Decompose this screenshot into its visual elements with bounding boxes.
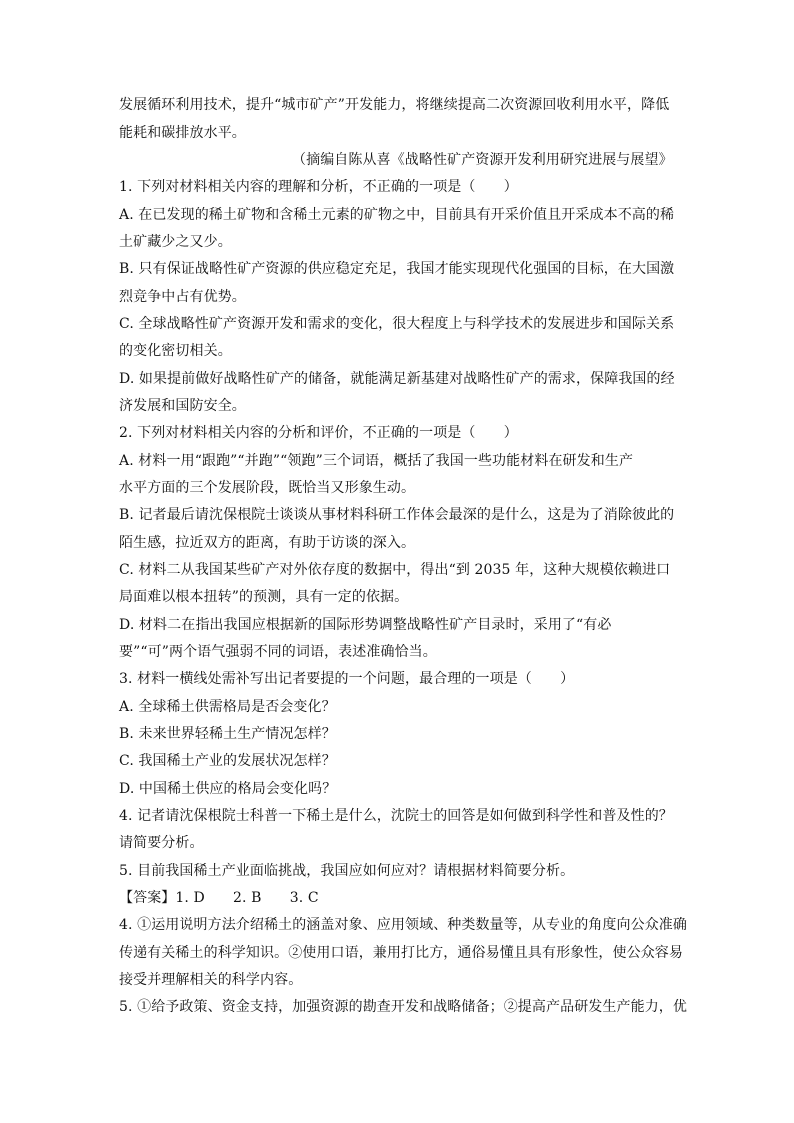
- option-line: A. 全球稀土供需格局是否会变化？: [119, 699, 336, 715]
- option-line: A. 材料一用“跟跑”“并跑”“领跑”三个词语，概括了我国一些功能材料在研发和生产: [119, 453, 634, 469]
- option-line: 要”“可”两个语气强弱不同的词语，表述准确恰当。: [119, 644, 437, 660]
- question-3: 3. 材料一横线处需补写出记者要提的一个问题，最合理的一项是（ ）: [119, 671, 575, 687]
- option-line: 烈竞争中占有优势。: [119, 289, 246, 305]
- answer-4: 传递有关稀土的科学知识。②使用口语，兼用打比方，通俗易懂且具有形象性，使公众容易: [119, 945, 683, 961]
- option-line: 陌生感，拉近双方的距离，有助于访谈的深入。: [119, 535, 416, 551]
- question-1: 1. 下列对材料相关内容的理解和分析，不正确的一项是（ ）: [119, 179, 518, 195]
- option-line: B. 记者最后请沈保根院士谈谈从事材料科研工作体会最深的是什么，这是为了消除彼此的: [119, 507, 675, 523]
- option-line: D. 材料二在指出我国应根据新的国际形势调整战略性矿产目录时，采用了“有必: [119, 617, 612, 633]
- option-line: B. 未来世界轻稀土生产情况怎样？: [119, 726, 336, 742]
- question-4: 4. 记者请沈保根院士科普一下稀土是什么，沈院士的回答是如何做到科学性和普及性的？: [119, 808, 673, 824]
- answer-key: 【答案】1. D 2. B 3. C: [119, 890, 319, 906]
- option-line: 局面难以根本扭转”的预测，具有一定的依据。: [119, 589, 409, 605]
- paragraph-line: 能耗和碳排放水平。: [119, 125, 246, 141]
- option-line: C. 材料二从我国某些矿产对外依存度的数据中，得出“到 2035 年，这种大规模依赖进口: [119, 562, 671, 578]
- option-line: 济发展和国防安全。: [119, 398, 246, 414]
- option-line: B. 只有保证战略性矿产资源的供应稳定充足，我国才能实现现代化强国的目标，在大国激: [119, 261, 675, 277]
- answer-4: 接受并理解相关的科学内容。: [119, 972, 303, 988]
- option-line: 水平方面的三个发展阶段，既恰当又形象生动。: [119, 480, 416, 496]
- question-2: 2. 下列对材料相关内容的分析和评价，不正确的一项是（ ）: [119, 425, 518, 441]
- option-line: 土矿藏少之又少。: [119, 234, 232, 250]
- paragraph-line: 发展循环利用技术，提升“城市矿产”开发能力，将继续提高二次资源回收利用水平，降低: [119, 97, 670, 113]
- answer-5: 5. ①给予政策、资金支持，加强资源的勘查开发和战略储备；②提高产品研发生产能力，优: [119, 999, 688, 1015]
- question-4: 请简要分析。: [119, 835, 204, 851]
- option-line: C. 全球战略性矿产资源开发和需求的变化，很大程度上与科学技术的发展进步和国际关系: [119, 316, 675, 332]
- answer-4: 4. ①运用说明方法介绍稀土的涵盖对象、应用领域、种类数量等，从专业的角度向公众准确: [119, 917, 688, 933]
- option-line: D. 中国稀土供应的格局会变化吗？: [119, 781, 337, 797]
- option-line: C. 我国稀土产业的发展状况怎样？: [119, 753, 336, 769]
- source-citation: （摘编自陈从喜《战略性矿产资源开发利用研究进展与展望》: [292, 152, 673, 168]
- option-line: D. 如果提前做好战略性矿产的储备，就能满足新基建对战略性矿产的需求，保障我国的经: [119, 371, 675, 387]
- question-5: 5. 目前我国稀土产业面临挑战，我国应如何应对？请根据材料简要分析。: [119, 863, 575, 879]
- option-line: 的变化密切相关。: [119, 343, 232, 359]
- option-line: A. 在已发现的稀土矿物和含稀土元素的矿物之中，目前具有开采价值且开采成本不高的稀: [119, 207, 675, 223]
